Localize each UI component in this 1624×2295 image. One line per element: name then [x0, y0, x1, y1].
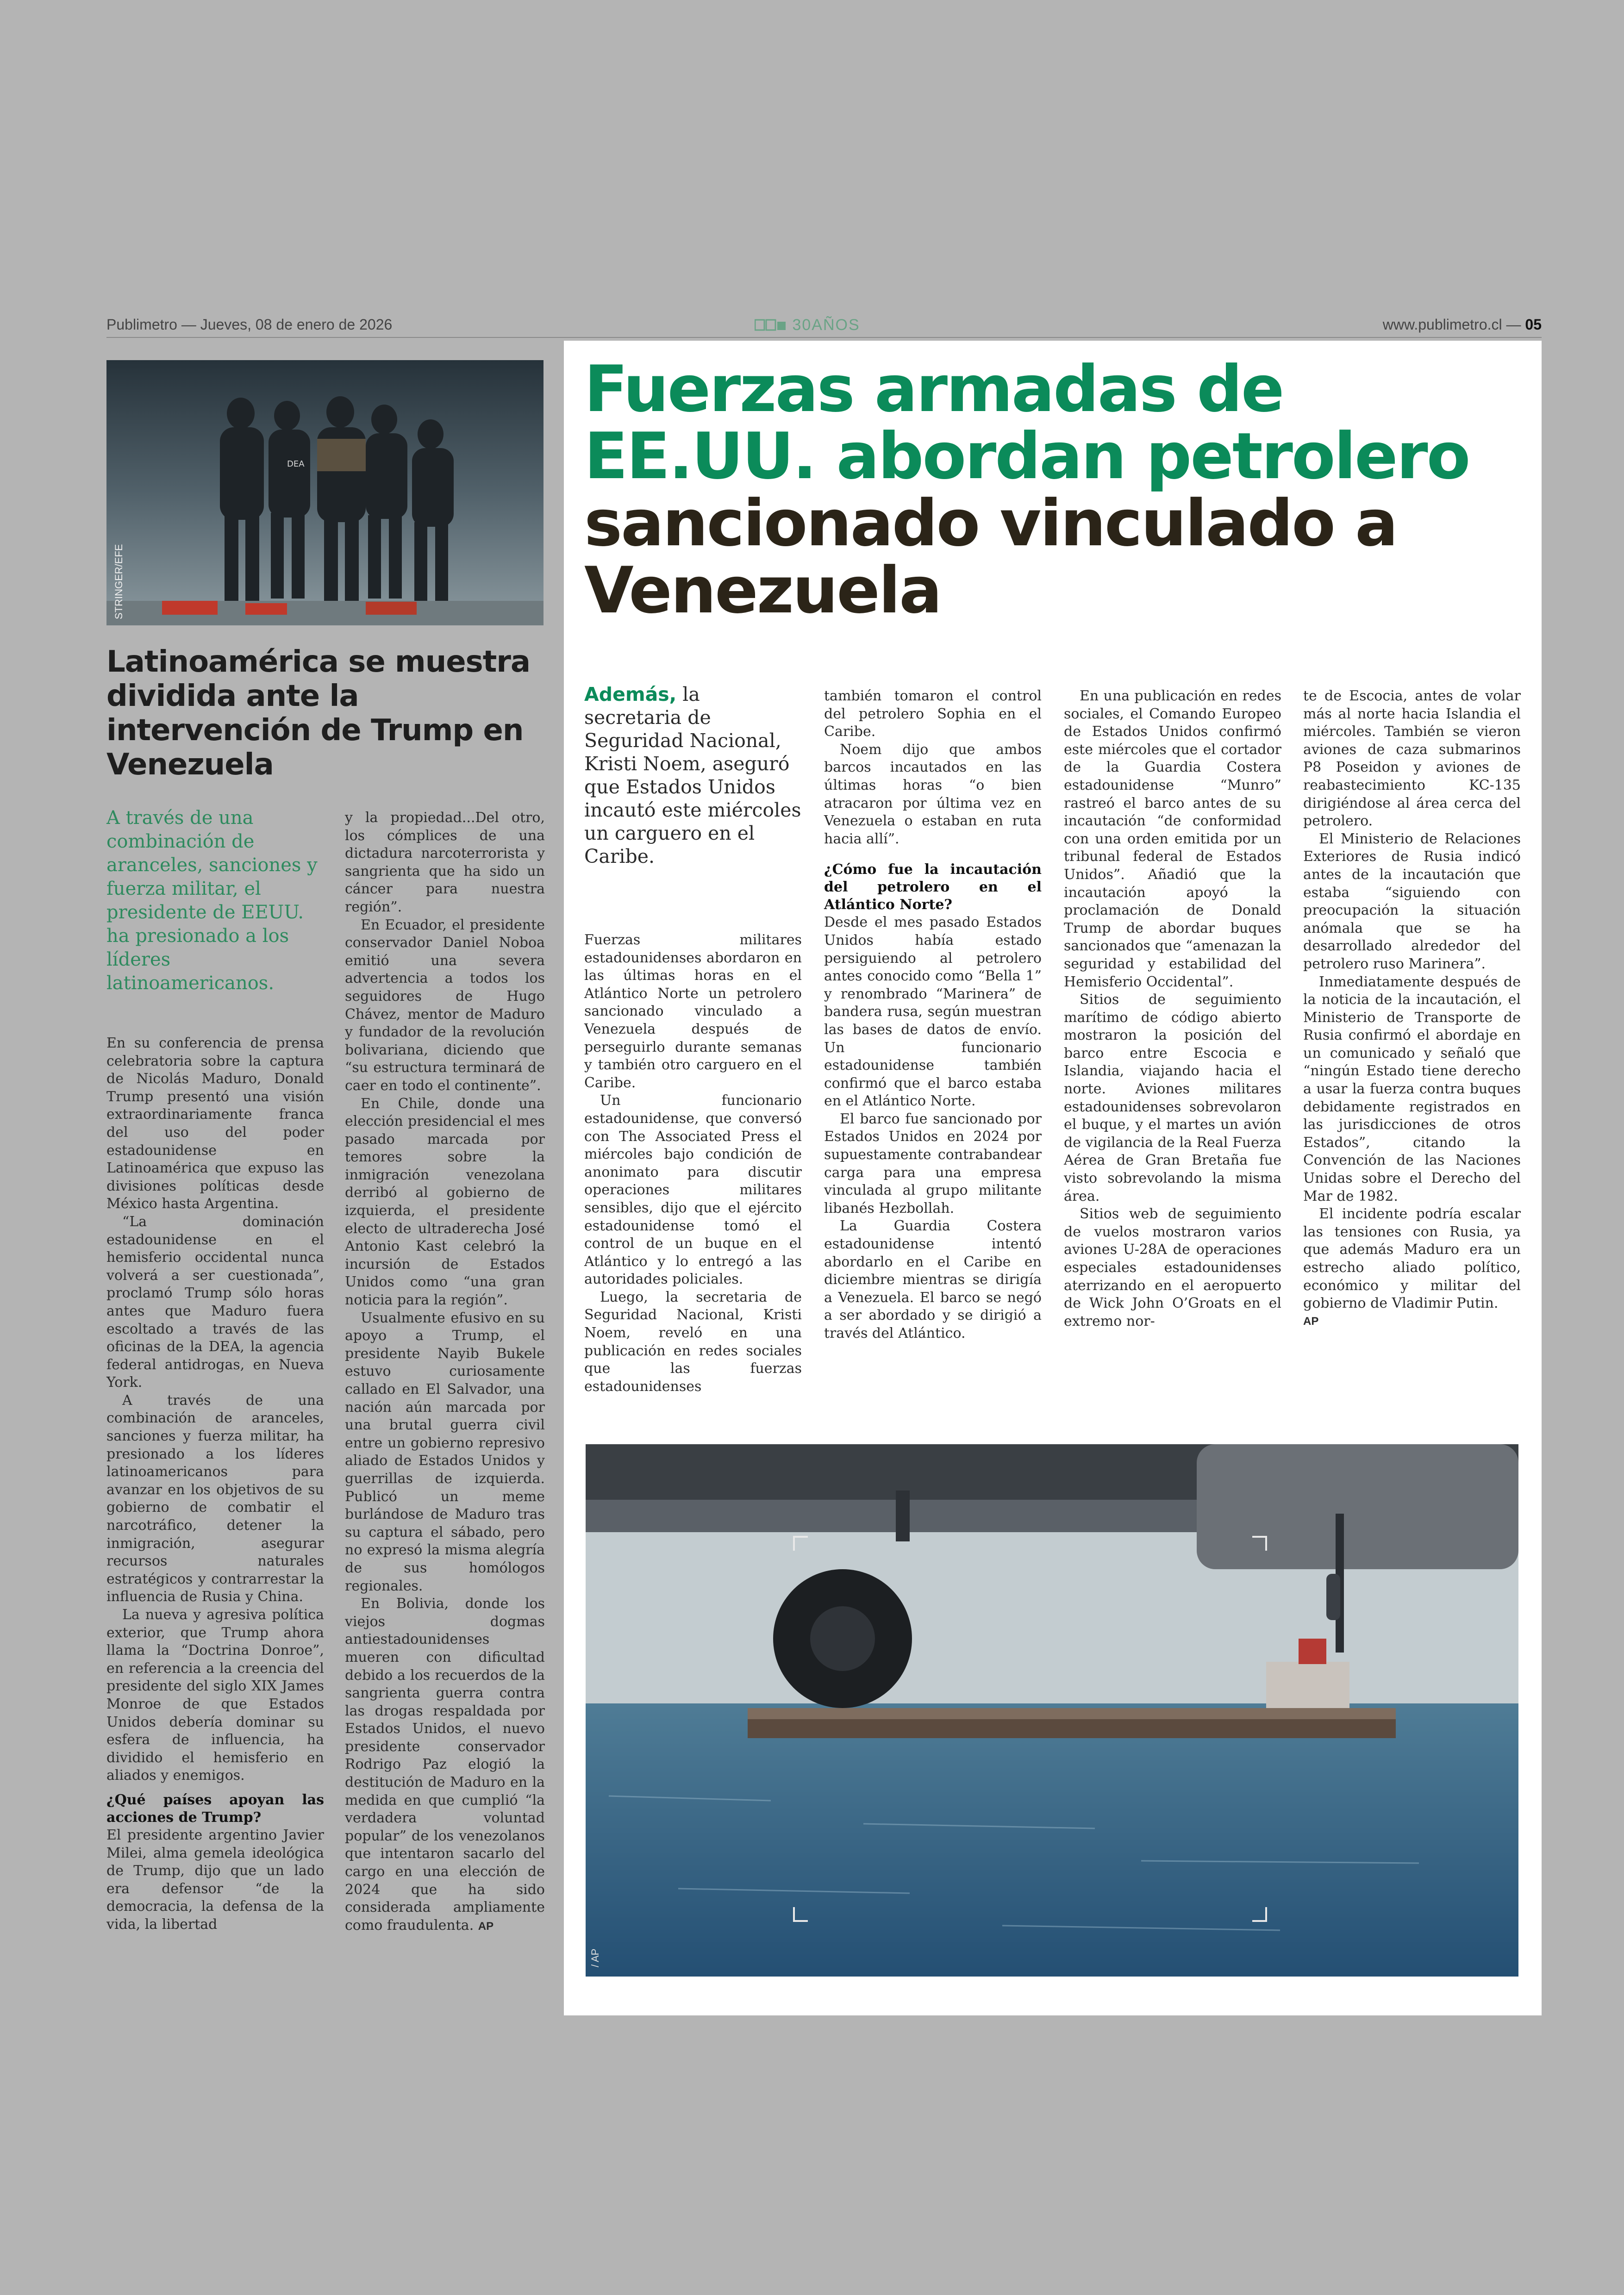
paragraph: La nueva y agresiva política exterior, que Trump ahora llama la “Doctrina Donroe”, en referencia a la creencia del presidente del siglo XIX James Monroe de que Estados Unidos debería dominar su esfera de influencia, ha dividido el hemisferio en aliados y enemigos. — [106, 1607, 324, 1784]
publimetro-30-anos-logo — [755, 316, 860, 334]
main-column-1 — [584, 931, 802, 1396]
paragraph-text: En Bolivia, donde los viejos dogmas antiestadounidenses mueren con dificultad debido a los recuerdos de la sangrienta guerra contra las drogas respaldada por Estados Unidos, el nuevo presidente conservador Rodrigo Paz elogió la destitución de Maduro en la medida en que cumplió “la verdadera voluntad popular” de los venezolanos que intentaron sacarlo del cargo en una elección de 2024 que ha sido considerada ampliamente como fraudulenta. — [345, 1596, 545, 1933]
paragraph: La Guardia Costera estadounidense intentó abordarlo en el Caribe en diciembre mientras se dirigía a Venezuela. El barco se negó a ser abordado y se dirigió a través del Atlántico. — [824, 1218, 1042, 1341]
signature: AP — [478, 1920, 494, 1933]
paragraph: “La dominación estadounidense en el hemisferio occidental nunca volverá a ser cuestionada”, proclamó Trump sólo horas antes que Maduro fuera escoltado a través de las oficinas de la DEA, la agencia federal antidrogas, en Nueva York. — [106, 1213, 324, 1391]
left-headline: Latinoamérica se muestra dividida ante la intervención de Trump en Venezuela — [106, 645, 531, 782]
paragraph: Luego, la secretaria de Seguridad Nacional, Kristi Noem, reveló en una publicación en redes sociales que las fuerzas estadounidenses — [584, 1289, 802, 1395]
main-column-4 — [1303, 687, 1521, 1330]
signature: AP — [1303, 1315, 1319, 1328]
subhead: ¿Cómo fue la incautación del petrolero en el Atlántico Norte? — [824, 861, 1042, 913]
newspaper-icon — [755, 318, 787, 332]
paragraph: En una publicación en redes sociales, el Comando Europeo de Estados Unidos confirmó este miércoles que el cortador de la Guardia Costera estadounidense “Munro” rastreó el barco antes de su incautación “de conformidad con una orden emitida por un tribunal federal de Estados Unidos”. Añadió que la incautación apoyó la proclamación de Donald Trump de abordar buques sancionados que “amenazan la seguridad y estabilidad del Hemisferio Occidental”. — [1064, 688, 1281, 990]
paragraph: El barco fue sancionado por Estados Unidos en 2024 por supuestamente contrabandear carga para una empresa vinculada al grupo militante libanés Hezbollah. — [824, 1110, 1042, 1216]
paragraph: El presidente argentino Javier Milei, alma gemela ideológica de Trump, dijo que un lado era defensor “de la democracia, la defensa de la vida, la libertad — [106, 1827, 324, 1933]
headline-line: EE.UU. abordan petrolero — [584, 419, 1469, 493]
svg-text:DEA: DEA — [287, 459, 305, 469]
lede-lead-word: Además, — [584, 683, 677, 705]
left-lede: A través de una combinación de aranceles, sanciones y fuerza militar, el presidente de EEUU. ha presionado a los líderes latinoamericanos. — [106, 807, 318, 994]
headline-line: sancionado vinculado a — [584, 486, 1397, 561]
paragraph: Un funcionario estadounidense, que conversó con The Associated Press el miércoles bajo condición de anonimato para discutir operaciones militares sensibles, dijo que el ejército estadounidense tomó el control de un buque en el Atlántico y lo entregó a las autoridades policiales. — [584, 1092, 802, 1288]
subhead: ¿Qué países apoyan las acciones de Trump? — [106, 1791, 324, 1826]
left-column-1 — [106, 1035, 324, 1934]
main-headline — [584, 352, 1533, 628]
paragraph: Fuerzas militares estadounidenses abordaron en las últimas horas en el Atlántico Norte un petrolero sancionado vinculado a Venezuela después de perseguirlo durante semanas y también otro carguero en el Caribe. — [584, 932, 802, 1091]
paragraph: En Chile, donde una elección presidencial el mes pasado marcada por temores sobre la inmigración venezolana derribó al gobierno de izquierda, el presidente electo de ultraderecha José Antonio Kast celebró la incursión de Estados Unidos como “una gran noticia para la región”. — [345, 1095, 545, 1309]
paragraph: El incidente podría escalar las tensiones con Rusia, ya que además Maduro era un estrecho aliado político, económico y militar del gobierno de Vladimir Putin. — [1303, 1206, 1521, 1312]
paragraph: Sitios web de seguimiento de vuelos mostraron varios aviones U-28A de operaciones especiales estadounidenses aterrizando en el aeropuerto de Wick John O’Groats en el extremo nor- — [1064, 1206, 1281, 1329]
paragraph: El Ministerio de Relaciones Exteriores de Rusia indicó antes de la incautación que estaba “siguiendo con preocupación la situación anómala que se ha desarrollado alrededor del petrolero ruso Marinera”. — [1303, 830, 1521, 972]
paragraph: Inmediatamente después de la noticia de la incautación, el Ministerio de Transporte de Rusia confirmó el abordaje en un comunicado y señaló que “ningún Estado tiene derecho a usar la fuerza contra buques debidamente registrados en las jurisdicciones de otros Estados”, citando la Convención de las Naciones Unidas sobre el Derecho del Mar de 1982. — [1303, 973, 1521, 1204]
headline-line: Fuerzas armadas de — [584, 352, 1283, 426]
paragraph: Sitios de seguimiento marítimo de código abierto mostraron la posición del barco entre Escocia e Islandia, viajando hacia el norte. Aviones militares estadounidenses sobrevolaron el buque, y el martes un avión de vigilancia de la Real Fuerza Aérea de Gran Bretaña fue visto sobrevolando la misma área. — [1064, 992, 1281, 1204]
page-number: 05 — [1525, 316, 1542, 333]
header-rule — [106, 337, 1542, 338]
paragraph: Usualmente efusivo en su apoyo a Trump, el presidente Nayib Bukele estuvo curiosamente callado en El Salvador, una nación aún marcada por una brutal guerra civil entre un gobierno represivo aliado de Estados Unidos y guerrillas de izquierda. Publicó un meme burlándose de Maduro tras su captura el sábado, pero no expresó la misma alegría de sus homólogos regionales. — [345, 1310, 545, 1594]
header-right — [1383, 316, 1542, 333]
paragraph: te de Escocia, antes de volar más al norte hacia Islandia el miércoles. También se vieron aviones de caza submarinos P8 Poseidon y aviones de reabastecimiento KC-135 dirigiéndose al área cerca del petrolero. — [1303, 688, 1521, 829]
tanker-scene-illustration — [586, 1444, 1518, 1977]
header-website[interactable]: www.publimetro.cl — — [1382, 316, 1525, 333]
photo1-credit: STRINGER/EFE — [113, 544, 125, 619]
paragraph: y la propiedad...Del otro, los cómplices de una dictadura narcoterrorista y sangrienta que ha sido un cáncer para nuestra región”. — [345, 810, 545, 915]
headline-line: Venezuela — [584, 553, 941, 628]
photo2-credit: / AP — [589, 1948, 601, 1967]
paragraph: Noem dijo que ambos barcos incautados en las últimas horas “o bien atracaron por última vez en Venezuela o estaban en ruta hacia allí”. — [824, 741, 1042, 847]
lede-text: la secretaria de Seguridad Nacional, Kristi Noem, aseguró que Estados Unidos incautó este miércoles un carguero en el Caribe. — [584, 683, 801, 867]
left-column-2 — [345, 809, 545, 1935]
paragraph: En su conferencia de prensa celebratoria sobre la captura de Nicolás Maduro, Donald Trump presentó una visión extraordinariamente franca del uso del poder estadounidense en Latinoamérica que expuso las divisiones políticas desde México hasta Argentina. — [106, 1035, 324, 1212]
paragraph: también tomaron el control del petrolero Sophia en el Caribe. — [824, 688, 1042, 740]
main-column-2 — [824, 687, 1042, 1343]
paragraph: A través de una combinación de aranceles, sanciones y fuerza militar, ha presionado a los líderes latinoamericanos para avanzar en los objetivos de su gobierno de combatir el narcotráfico, detener la inmigración, asegurar recursos naturales estratégicos y contrarrestar la influencia de Rusia y China. — [106, 1392, 324, 1605]
header-left: Publimetro — Jueves, 08 de enero de 2026 — [106, 316, 393, 333]
escort-scene-illustration — [106, 360, 543, 625]
logo-text: 30AÑOS — [792, 316, 860, 334]
paragraph: En Ecuador, el presidente conservador Daniel Noboa emitió una severa advertencia a todos los seguidores de Hugo Chávez, mentor de Maduro y fundador de la revolución bolivariana, diciendo que “su estructura terminará de caer en todo el continente”. — [345, 917, 545, 1094]
maduro-escort-photo — [106, 360, 543, 625]
paragraph: Desde el mes pasado Estados Unidos había estado persiguiendo al petrolero antes conocido como “Bella 1” y renombrado “Marinera” de bandera rusa, según muestran las bases de datos de envío. Un funcionario estadounidense también confirmó que el barco estaba en el Atlántico Norte. — [824, 914, 1042, 1110]
paragraph — [345, 1595, 545, 1935]
main-column-3 — [1064, 687, 1281, 1330]
tanker-boarding-photo — [586, 1444, 1518, 1977]
main-lede — [584, 683, 802, 868]
